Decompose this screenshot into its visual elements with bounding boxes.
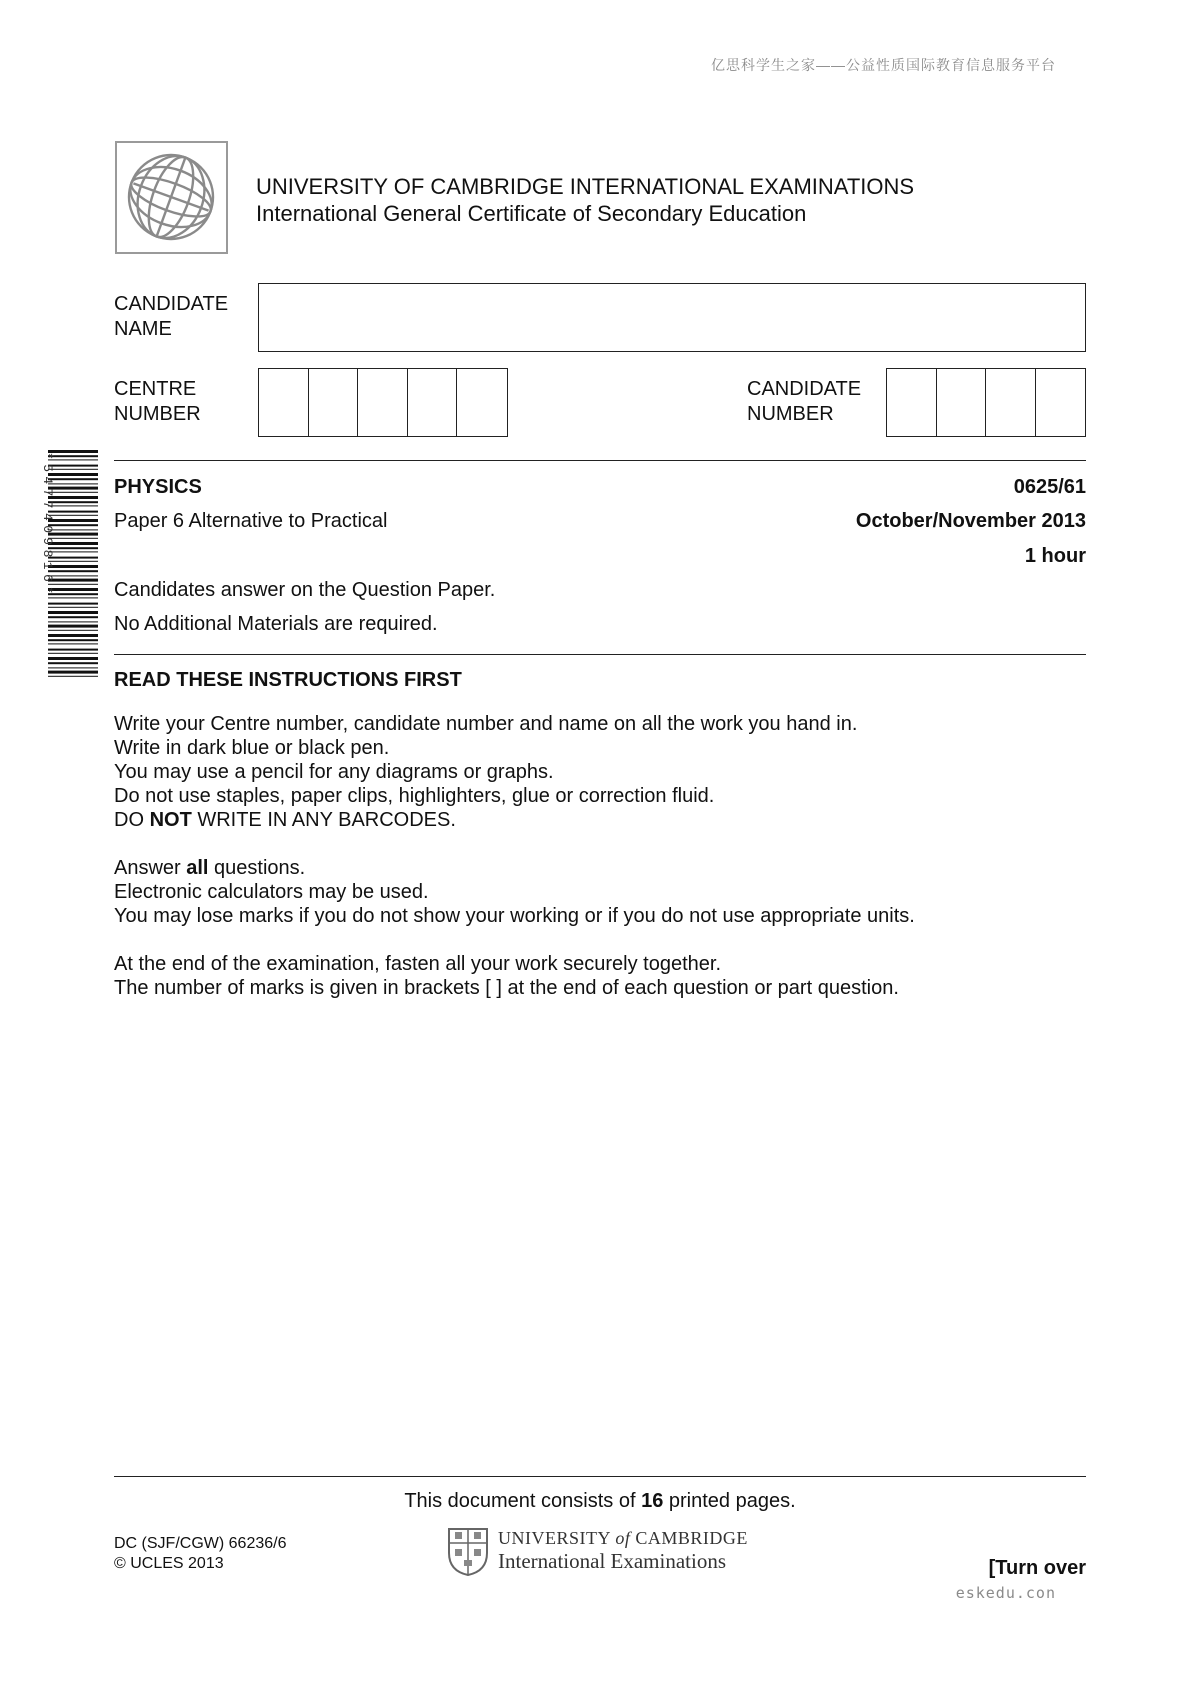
label-line: CANDIDATE xyxy=(747,378,862,400)
digit-box[interactable] xyxy=(309,369,359,436)
instruction-line: Do not use staples, paper clips, highlighters, glue or correction fluid. xyxy=(114,785,715,807)
instructions-block-2 xyxy=(114,856,915,928)
emphasis: all xyxy=(186,857,209,879)
materials-note: No Additional Materials are required. xyxy=(114,613,438,635)
barcode xyxy=(48,450,98,680)
instructions-block-1 xyxy=(114,712,857,832)
label-line: NAME xyxy=(114,318,172,340)
globe-logo xyxy=(115,141,228,254)
exam-board-name: UNIVERSITY OF CAMBRIDGE INTERNATIONAL EXAMINATIONS xyxy=(256,174,915,199)
emphasis: NOT xyxy=(149,809,192,831)
turn-over-note: [Turn over xyxy=(988,1557,1086,1579)
instruction-line: Write your Centre number, candidate number and name on all the work you hand in. xyxy=(114,713,858,735)
text: This document consists of xyxy=(404,1490,642,1512)
instruction-line: Write in dark blue or black pen. xyxy=(114,737,390,759)
instruction-line: Electronic calculators may be used. xyxy=(114,881,429,903)
exam-session: October/November 2013 xyxy=(855,510,1086,532)
label-line: CENTRE xyxy=(114,378,197,400)
digit-box[interactable] xyxy=(1036,369,1086,436)
page-count xyxy=(0,1489,1191,1513)
centre-number-field[interactable] xyxy=(258,368,508,437)
text: WRITE IN ANY BARCODES. xyxy=(191,809,456,831)
instruction-line: You may lose marks if you do not show your working or if you do not use appropriate units. xyxy=(114,905,915,927)
watermark-bottom: eskedu.con xyxy=(955,1584,1056,1602)
instruction-line xyxy=(114,856,915,880)
digit-box[interactable] xyxy=(358,369,408,436)
candidate-number-field[interactable] xyxy=(886,368,1086,437)
digit-box[interactable] xyxy=(937,369,987,436)
syllabus-code: 0625/61 xyxy=(1013,476,1086,498)
globe-icon xyxy=(125,151,218,244)
digit-box[interactable] xyxy=(408,369,458,436)
text: of xyxy=(615,1528,631,1548)
instruction-line xyxy=(114,808,857,832)
text: printed pages. xyxy=(663,1490,796,1512)
reference-code: DC (SJF/CGW) 66236/6 xyxy=(114,1535,287,1552)
qualification-name: International General Certificate of Secondary Education xyxy=(256,201,807,226)
label-line: CANDIDATE xyxy=(114,293,229,315)
candidate-number-label xyxy=(747,377,861,427)
wordmark-line-2: International Examinations xyxy=(498,1549,727,1573)
digit-box[interactable] xyxy=(259,369,309,436)
instructions-heading: READ THESE INSTRUCTIONS FIRST xyxy=(114,669,462,691)
watermark-top: 亿思科学生之家——公益性质国际教育信息服务平台 xyxy=(711,57,1056,73)
candidate-name-field[interactable] xyxy=(258,283,1086,352)
exam-duration: 1 hour xyxy=(1024,545,1086,567)
text: Answer xyxy=(114,857,187,879)
text: questions. xyxy=(208,857,306,879)
copyright: © UCLES 2013 xyxy=(114,1555,224,1572)
label-line: NUMBER xyxy=(114,403,201,425)
digit-box[interactable] xyxy=(986,369,1036,436)
centre-number-label xyxy=(114,377,201,427)
instruction-line: The number of marks is given in brackets [ ] at the end of each question or part question. xyxy=(114,977,899,999)
page-count-number: 16 xyxy=(641,1490,664,1512)
text: DO xyxy=(114,809,150,831)
subject: PHYSICS xyxy=(114,476,202,498)
exam-board-header xyxy=(256,173,914,227)
digit-box[interactable] xyxy=(887,369,937,436)
barcode-digits: *5477409816* xyxy=(40,452,55,599)
divider xyxy=(114,460,1086,461)
footer-divider xyxy=(114,1476,1086,1477)
cambridge-crest-icon xyxy=(447,1527,489,1577)
instruction-line: You may use a pencil for any diagrams or graphs. xyxy=(114,761,554,783)
candidate-name-label xyxy=(114,292,228,342)
text: UNIVERSITY xyxy=(498,1528,611,1548)
text: CAMBRIDGE xyxy=(635,1528,748,1548)
wordmark-line-1 xyxy=(498,1527,748,1549)
digit-box[interactable] xyxy=(457,369,507,436)
divider xyxy=(114,654,1086,655)
cambridge-wordmark xyxy=(498,1527,748,1573)
label-line: NUMBER xyxy=(747,403,834,425)
answer-on-note: Candidates answer on the Question Paper. xyxy=(114,579,496,601)
document-reference xyxy=(114,1534,286,1574)
instruction-line: At the end of the examination, fasten all your work securely together. xyxy=(114,953,722,975)
paper-title: Paper 6 Alternative to Practical xyxy=(114,510,388,532)
instructions-block-3 xyxy=(114,952,899,1000)
